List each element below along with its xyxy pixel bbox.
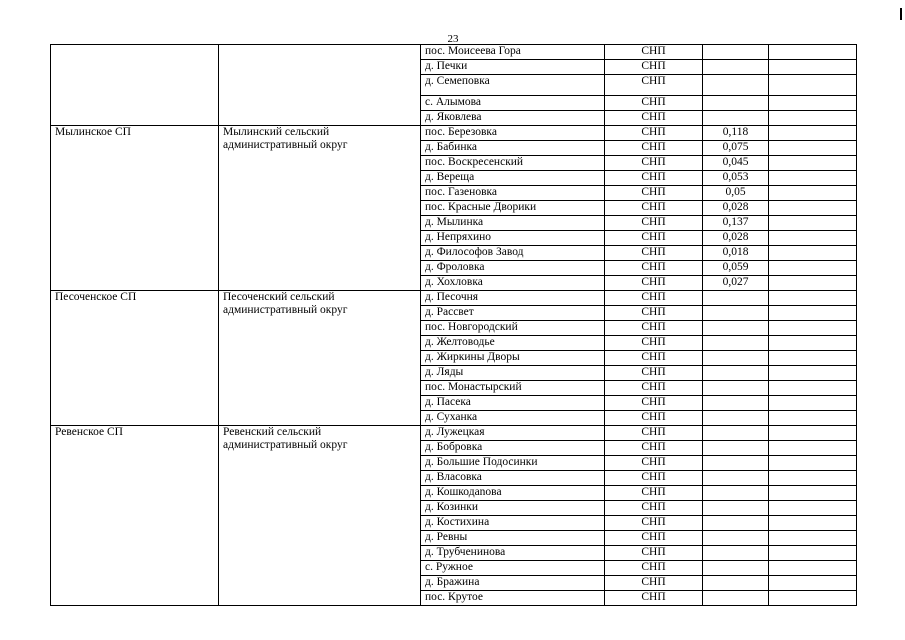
settlement-cell	[51, 45, 219, 126]
value-cell	[703, 366, 769, 381]
type-cell: СНП	[605, 381, 703, 396]
empty-cell	[769, 96, 857, 111]
value-cell	[703, 75, 769, 96]
empty-cell	[769, 75, 857, 96]
locality-cell: с. Алымова	[421, 96, 605, 111]
value-cell	[703, 471, 769, 486]
empty-cell	[769, 321, 857, 336]
type-cell: СНП	[605, 486, 703, 501]
value-cell: 0,05	[703, 186, 769, 201]
value-cell	[703, 531, 769, 546]
locality-cell: д. Костихина	[421, 516, 605, 531]
empty-cell	[769, 351, 857, 366]
empty-cell	[769, 45, 857, 60]
locality-cell: пос. Воскресенский	[421, 156, 605, 171]
locality-cell: д. Фроловка	[421, 261, 605, 276]
settlements-table	[50, 44, 857, 606]
type-cell: СНП	[605, 246, 703, 261]
empty-cell	[769, 276, 857, 291]
empty-cell	[769, 141, 857, 156]
locality-cell: пос. Березовка	[421, 126, 605, 141]
empty-cell	[769, 516, 857, 531]
type-cell: СНП	[605, 96, 703, 111]
type-cell: СНП	[605, 441, 703, 456]
table-row	[51, 126, 857, 141]
locality-cell: д. Философов Завод	[421, 246, 605, 261]
type-cell: СНП	[605, 141, 703, 156]
locality-cell: д. Пасека	[421, 396, 605, 411]
locality-cell: д. Ревны	[421, 531, 605, 546]
value-cell	[703, 396, 769, 411]
value-cell	[703, 561, 769, 576]
type-cell: СНП	[605, 156, 703, 171]
empty-cell	[769, 426, 857, 441]
empty-cell	[769, 171, 857, 186]
type-cell: СНП	[605, 306, 703, 321]
value-cell: 0,027	[703, 276, 769, 291]
settlement-cell: Мылинское СП	[51, 126, 219, 291]
value-cell	[703, 96, 769, 111]
type-cell: СНП	[605, 60, 703, 75]
value-cell	[703, 291, 769, 306]
empty-cell	[769, 111, 857, 126]
empty-cell	[769, 186, 857, 201]
locality-cell: пос. Крутое	[421, 591, 605, 606]
type-cell: СНП	[605, 576, 703, 591]
settlement-cell: Ревенское СП	[51, 426, 219, 606]
value-cell	[703, 306, 769, 321]
empty-cell	[769, 546, 857, 561]
value-cell: 0,018	[703, 246, 769, 261]
locality-cell: пос. Моисеева Гора	[421, 45, 605, 60]
value-cell: 0,118	[703, 126, 769, 141]
value-cell	[703, 486, 769, 501]
empty-cell	[769, 216, 857, 231]
type-cell: СНП	[605, 336, 703, 351]
locality-cell: д. Суханка	[421, 411, 605, 426]
locality-cell: д. Непряхино	[421, 231, 605, 246]
type-cell: СНП	[605, 396, 703, 411]
type-cell: СНП	[605, 261, 703, 276]
table-row	[51, 45, 857, 60]
empty-cell	[769, 456, 857, 471]
type-cell: СНП	[605, 126, 703, 141]
locality-cell: д. Лужецкая	[421, 426, 605, 441]
type-cell: СНП	[605, 216, 703, 231]
locality-cell: д. Ляды	[421, 366, 605, 381]
value-cell	[703, 111, 769, 126]
locality-cell: д. Трубченинова	[421, 546, 605, 561]
locality-cell: д. Бобровка	[421, 441, 605, 456]
value-cell: 0,028	[703, 231, 769, 246]
type-cell: СНП	[605, 591, 703, 606]
empty-cell	[769, 501, 857, 516]
locality-cell: д. Жиркины Дворы	[421, 351, 605, 366]
value-cell	[703, 441, 769, 456]
settlement-cell: Песоченское СП	[51, 291, 219, 426]
district-cell: Песоченский сельский административный округ	[219, 291, 421, 426]
value-cell: 0,075	[703, 141, 769, 156]
locality-cell: д. Яковлева	[421, 111, 605, 126]
empty-cell	[769, 126, 857, 141]
value-cell	[703, 351, 769, 366]
empty-cell	[769, 231, 857, 246]
locality-cell: д. Власовка	[421, 471, 605, 486]
locality-cell: д. Козинки	[421, 501, 605, 516]
locality-cell: д. Кошкодanова	[421, 486, 605, 501]
type-cell: СНП	[605, 411, 703, 426]
type-cell: СНП	[605, 351, 703, 366]
empty-cell	[769, 471, 857, 486]
value-cell: 0,045	[703, 156, 769, 171]
empty-cell	[769, 531, 857, 546]
value-cell	[703, 576, 769, 591]
locality-cell: д. Бабинка	[421, 141, 605, 156]
type-cell: СНП	[605, 366, 703, 381]
value-cell: 0,028	[703, 201, 769, 216]
value-cell	[703, 426, 769, 441]
locality-cell: с. Ружное	[421, 561, 605, 576]
value-cell	[703, 546, 769, 561]
type-cell: СНП	[605, 231, 703, 246]
type-cell: СНП	[605, 516, 703, 531]
empty-cell	[769, 246, 857, 261]
locality-cell: д. Рассвет	[421, 306, 605, 321]
locality-cell: д. Мылинка	[421, 216, 605, 231]
empty-cell	[769, 381, 857, 396]
district-cell: Мылинский сельский административный округ	[219, 126, 421, 291]
page-number: 23	[447, 33, 459, 45]
empty-cell	[769, 396, 857, 411]
value-cell	[703, 516, 769, 531]
empty-cell	[769, 261, 857, 276]
locality-cell: д. Желтоводье	[421, 336, 605, 351]
district-cell	[219, 45, 421, 126]
value-cell	[703, 456, 769, 471]
table-row	[51, 426, 857, 441]
value-cell	[703, 336, 769, 351]
type-cell: СНП	[605, 321, 703, 336]
empty-cell	[769, 201, 857, 216]
type-cell: СНП	[605, 111, 703, 126]
table-row	[51, 291, 857, 306]
empty-cell	[769, 561, 857, 576]
type-cell: СНП	[605, 561, 703, 576]
locality-cell: д. Бражина	[421, 576, 605, 591]
empty-cell	[769, 591, 857, 606]
empty-cell	[769, 366, 857, 381]
locality-cell: д. Песочня	[421, 291, 605, 306]
type-cell: СНП	[605, 75, 703, 96]
type-cell: СНП	[605, 456, 703, 471]
type-cell: СНП	[605, 276, 703, 291]
locality-cell: д. Семеповка	[421, 75, 605, 96]
edge-mark	[900, 8, 902, 20]
type-cell: СНП	[605, 171, 703, 186]
value-cell	[703, 60, 769, 75]
value-cell: 0,137	[703, 216, 769, 231]
empty-cell	[769, 486, 857, 501]
locality-cell: пос. Монастырский	[421, 381, 605, 396]
value-cell	[703, 381, 769, 396]
locality-cell: д. Печки	[421, 60, 605, 75]
type-cell: СНП	[605, 471, 703, 486]
type-cell: СНП	[605, 291, 703, 306]
type-cell: СНП	[605, 201, 703, 216]
value-cell	[703, 591, 769, 606]
empty-cell	[769, 336, 857, 351]
empty-cell	[769, 156, 857, 171]
empty-cell	[769, 306, 857, 321]
empty-cell	[769, 291, 857, 306]
value-cell	[703, 321, 769, 336]
value-cell	[703, 45, 769, 60]
empty-cell	[769, 441, 857, 456]
empty-cell	[769, 60, 857, 75]
type-cell: СНП	[605, 531, 703, 546]
locality-cell: пос. Новгородский	[421, 321, 605, 336]
type-cell: СНП	[605, 45, 703, 60]
type-cell: СНП	[605, 501, 703, 516]
locality-cell: пос. Красные Дворики	[421, 201, 605, 216]
empty-cell	[769, 411, 857, 426]
locality-cell: д. Вереща	[421, 171, 605, 186]
type-cell: СНП	[605, 546, 703, 561]
locality-cell: пос. Газеновка	[421, 186, 605, 201]
type-cell: СНП	[605, 186, 703, 201]
value-cell	[703, 411, 769, 426]
value-cell	[703, 501, 769, 516]
table-body	[51, 45, 857, 606]
type-cell: СНП	[605, 426, 703, 441]
locality-cell: д. Хохловка	[421, 276, 605, 291]
value-cell: 0,059	[703, 261, 769, 276]
district-cell: Ревенский сельский административный округ	[219, 426, 421, 606]
empty-cell	[769, 576, 857, 591]
value-cell: 0,053	[703, 171, 769, 186]
locality-cell: д. Большие Подосинки	[421, 456, 605, 471]
